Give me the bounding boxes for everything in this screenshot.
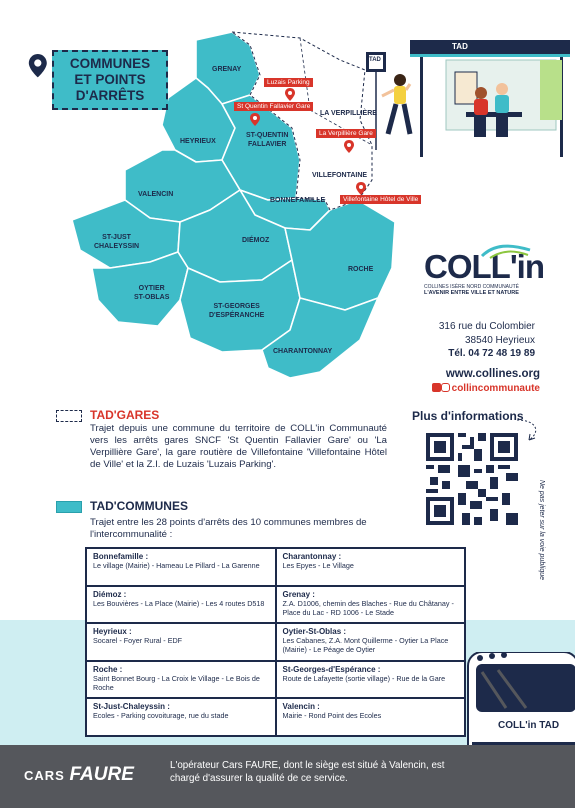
stops-table-cell (86, 586, 276, 624)
stops-table-commune: Oytier-St-Oblas : (282, 627, 347, 636)
stops-table-stops: Z.A. D1006, chemin des Blaches - Rue du Châtanay - Place du Lac - RD 1006 - Le Stade (282, 598, 454, 617)
commune-label-grenay: GRENAY (212, 66, 242, 73)
tad-communes-title: TAD'COMMUNES (90, 499, 188, 513)
stops-table-cell (86, 623, 276, 661)
location-pin-icon (29, 54, 47, 77)
stops-table-commune: Bonnefamille : (93, 552, 149, 561)
stops-table-cell (86, 698, 276, 736)
commune-label-st-quentin: ST-QUENTIN FALLAVIER (246, 132, 289, 148)
legend-teal-swatch (56, 501, 82, 513)
cars-faure-small: CARS (24, 768, 65, 783)
map-title-line: COMMUNES (69, 56, 151, 71)
stops-table-commune: Valencin : (282, 702, 320, 711)
more-info-title: Plus d'informations (412, 409, 524, 423)
commune-label-st-just: ST-JUST CHALEYSSIN (94, 234, 140, 250)
no-litter-notice: Ne pas jeter sur la voie publique (538, 480, 545, 581)
logo-tagline-1: COLLINES ISÈRE NORD COMMUNAUTÉ (424, 284, 520, 290)
contact-address (405, 320, 535, 361)
curved-arrow-icon (515, 418, 543, 444)
shelter-sign-label: TAD (452, 42, 468, 51)
cars-faure-big: FAURE (69, 764, 134, 785)
stop-label-verpilliere-gare: La Verpillière Gare (316, 129, 376, 138)
stops-table-cell (276, 586, 466, 624)
social-icons (432, 383, 441, 392)
tad-communes-description: Trajet entre les 28 points d'arrêts des 10 communes membres de l'intercommunalité : (90, 517, 367, 540)
commune-label-charantonnay: CHARANTONNAY (273, 348, 333, 355)
stop-label-st-quentin-gare: St Quentin Fallavier Gare (234, 102, 313, 111)
stops-table-stops: Le village (Mairie) - Hameau Le Pillard - La Garenne (93, 561, 260, 570)
stops-table-stops: Ecoles - Parking covoiturage, rue du stade (93, 711, 229, 720)
bus-shelter-illustration (382, 40, 570, 157)
commune-label-oytier: OYTIER ST-OBLAS (134, 285, 170, 301)
cars-faure-logo (24, 764, 134, 786)
stops-table-stops: Les Epyes - Le Village (282, 561, 354, 570)
stops-table-cell (276, 661, 466, 699)
website-link[interactable]: www.collines.org (445, 368, 540, 380)
map-title (52, 50, 168, 110)
address-line-2: 38540 Heyrieux (464, 334, 535, 346)
social-handle-text: collincommunaute (451, 383, 540, 394)
stops-table-commune: Grenay : (282, 589, 315, 599)
commune-label-heyrieux: HEYRIEUX (180, 138, 216, 145)
map-pin-icon (285, 88, 295, 101)
tad-gares-description: Trajet depuis une commune du territoire de COLL'in Communauté vers les arrêts gares SNCF 'St Quentin Fallavier Gare' ou 'La Verpillière Gare', la gare routière de Villefontaine 'Villefontaine Hôtel de Ville' et la Z.I. de Luzais 'Luzais Parking'. (90, 423, 387, 470)
address-line-1: 316 rue du Colombier (438, 321, 535, 332)
legend-dashed-swatch (56, 410, 82, 422)
commune-label-st-georges: ST-GEORGES D'ESPÉRANCHE (209, 303, 265, 319)
tad-gares-title: TAD'GARES (90, 408, 160, 422)
commune-label-valencin: VALENCIN (138, 191, 174, 198)
stops-table-stops: Mairie - Rond Point des Ecoles (282, 711, 382, 720)
logo-swoosh-icon (480, 242, 532, 260)
map-area (0, 0, 575, 400)
stops-table-commune: Heyrieux : (93, 627, 132, 636)
stops-table-commune: Roche : (93, 664, 123, 674)
stops-table-stops: Les Cabanes, Z.A. Mont Quillerme - Oytier La Place (Mairie) - Le Péage de Oytier (282, 636, 449, 654)
stops-table-cell (276, 623, 466, 661)
phone-number[interactable]: Tél. 04 72 48 19 89 (448, 348, 535, 359)
stop-label-villefontaine-hdv: Villefontaine Hôtel de Ville (340, 195, 421, 204)
map-title-line: D'ARRÊTS (75, 88, 145, 103)
stops-table-commune: Charantonnay : (282, 552, 342, 561)
map-pin-icon (344, 140, 354, 153)
logo-tagline-2: L'AVENIR ENTRE VILLE ET NATURE (424, 290, 519, 296)
qr-code[interactable] (426, 433, 518, 525)
stops-table-stops: Les Bouvières - La Place (Mairie) - Les 4 routes D518 (93, 598, 265, 608)
stops-table (85, 547, 466, 737)
stops-table-commune: St-Georges-d'Espérance : (282, 664, 381, 674)
commune-label-diemoz: DIÉMOZ (242, 237, 270, 244)
stops-table-cell (276, 548, 466, 586)
map-pin-icon (250, 113, 260, 126)
stops-table-cell (86, 661, 276, 699)
map-pin-icon (356, 182, 366, 195)
stops-table-stops: Saint Bonnet Bourg - La Croix le Village - Le Bois de Roche (93, 673, 260, 692)
stops-table-stops: Route de Lafayette (sortie village) - Rue de la Gare (282, 673, 446, 683)
logo-text: COLL'in (424, 248, 544, 285)
instagram-icon (441, 383, 450, 392)
commune-label-bonnefamille: BONNEFAMILLE (270, 197, 326, 204)
footer-operator-text: L'opérateur Cars FAURE, dont le siège est situé à Valencin, est chargé d'assurer la qualité de ce service. (170, 760, 445, 784)
bus-brand-label: COLL'in TAD (498, 720, 560, 731)
commune-label-la-verpilliere: LA VERPILLIÈRE (320, 110, 377, 117)
stops-table-commune: St-Just-Chaleyssin : (93, 702, 170, 711)
stops-grid (86, 548, 465, 736)
commune-label-roche: ROCHE (348, 266, 374, 273)
map-title-line: ET POINTS (74, 72, 146, 87)
stops-table-cell (86, 548, 276, 586)
stops-table-stops: Socarel - Foyer Rural - EDF (93, 636, 183, 645)
stops-table-commune: Diémoz : (93, 589, 127, 599)
stops-table-cell (276, 698, 466, 736)
bus-stop-sign-label: TAD (369, 57, 381, 63)
social-handle[interactable] (405, 383, 540, 394)
stop-label-luzais: Luzais Parking (264, 78, 313, 87)
commune-label-villefontaine: VILLEFONTAINE (312, 172, 368, 179)
